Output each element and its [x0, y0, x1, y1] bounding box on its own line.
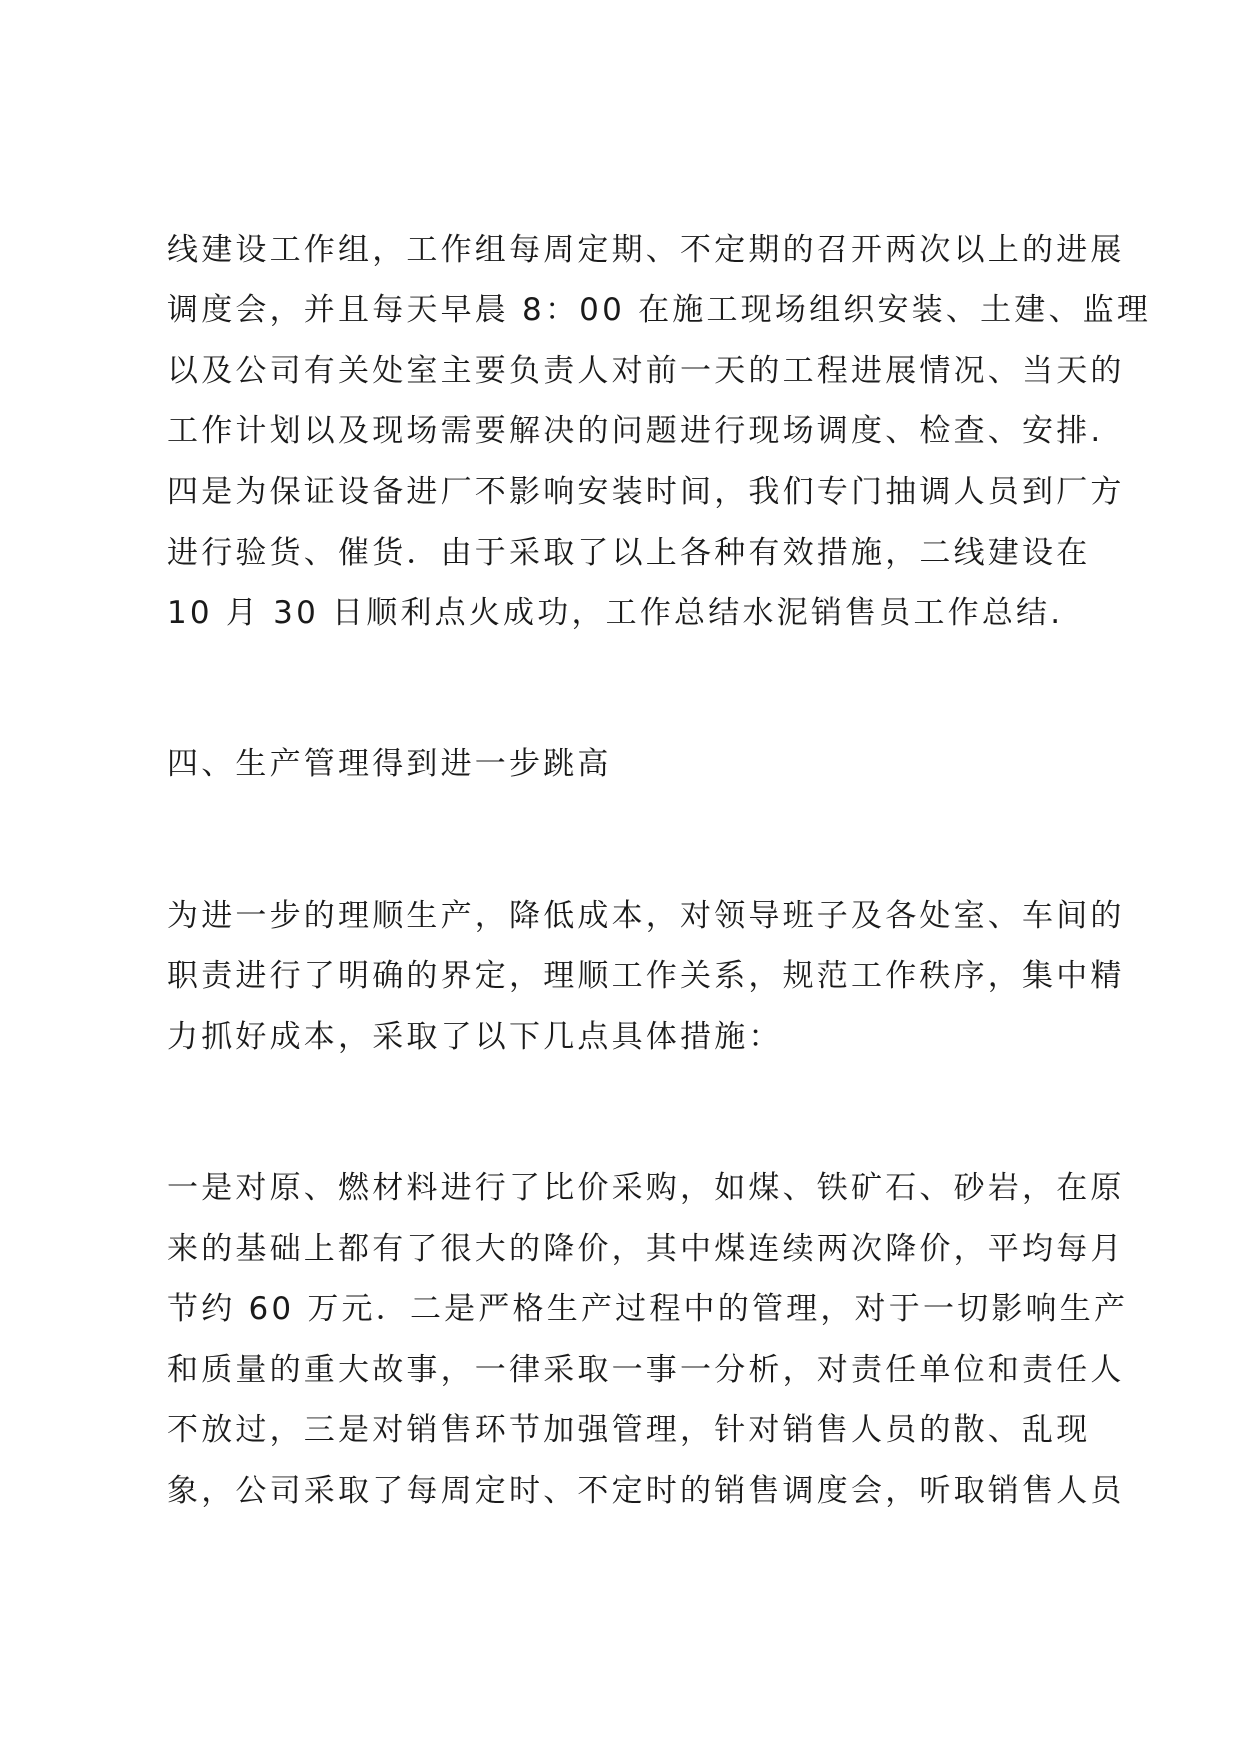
text-line: 以及公司有关处室主要负责人对前一天的工程进展情况、当天的 — [167, 353, 1125, 389]
text-line: 节约 60 万元．二是严格生产过程中的管理，对于一切影响生产 — [167, 1291, 1129, 1327]
text-line: 来的基础上都有了很大的降价，其中煤连续两次降价，平均每月 — [167, 1231, 1125, 1267]
text-line: 力抓好成本，采取了以下几点具体措施： — [167, 1019, 783, 1055]
text-line: 一是对原、燃材料进行了比价采购，如煤、铁矿石、砂岩，在原 — [167, 1170, 1125, 1206]
text-line: 和质量的重大故事，一律采取一事一分析，对责任单位和责任人 — [167, 1352, 1125, 1388]
text-line: 10 月 30 日顺利点火成功，工作总结水泥销售员工作总结. — [167, 595, 1064, 631]
text-line: 为进一步的理顺生产，降低成本，对领导班子及各处室、车间的 — [167, 898, 1125, 934]
text-line: 进行验货、催货．由于采取了以上各种有效措施，二线建设在 — [167, 535, 1091, 571]
text-line: 象，公司采取了每周定时、不定时的销售调度会，听取销售人员 — [167, 1473, 1125, 1509]
text-line: 职责进行了明确的界定，理顺工作关系，规范工作秩序，集中精 — [167, 958, 1125, 994]
text-line: 四是为保证设备进厂不影响安装时间，我们专门抽调人员到厂方 — [167, 474, 1125, 510]
text-line: 线建设工作组，工作组每周定期、不定期的召开两次以上的进展 — [167, 232, 1125, 268]
text-line: 不放过，三是对销售环节加强管理，针对销售人员的散、乱现 — [167, 1412, 1091, 1448]
section-heading: 四、生产管理得到进一步跳高 — [167, 746, 612, 782]
text-line: 工作计划以及现场需要解决的问题进行现场调度、检查、安排. — [167, 413, 1104, 449]
text-line: 调度会，并且每天早晨 8：00 在施工现场组织安装、土建、监理 — [167, 292, 1152, 328]
